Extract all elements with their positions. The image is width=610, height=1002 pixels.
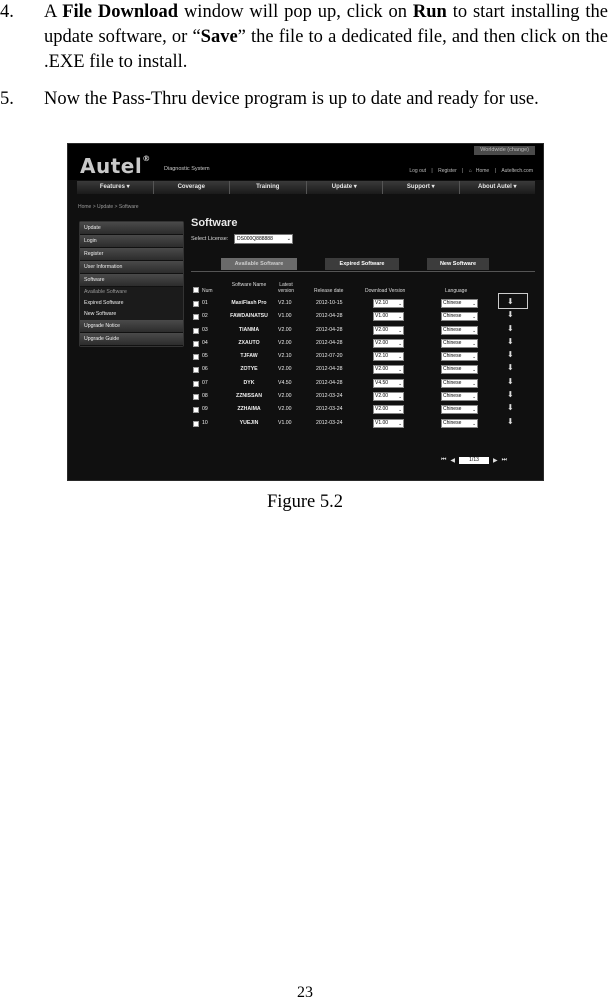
col-release-date: Release date [314, 288, 344, 294]
row-checkbox[interactable] [193, 328, 199, 334]
register-link[interactable]: Register [438, 168, 457, 174]
sidebar [79, 221, 184, 347]
download-icon[interactable]: ⬇ [507, 297, 514, 306]
download-icon[interactable]: ⬇ [507, 336, 514, 346]
nav-training[interactable]: Training [230, 181, 307, 194]
tab-bar [191, 258, 535, 272]
pagination [441, 455, 507, 465]
table-row: 08 ZZNISSAN V2.00 2012-03-24 V2.00 ⌄ Chinese ⌄ ⬇ [191, 390, 535, 403]
table-row: 05 TJFAW V2.10 2012-07-20 V2.10 ⌄ Chinese ⌄ ⬇ [191, 350, 535, 363]
table-row: 01 MaxiFlash Pro V2.10 2012-10-15 V2.10 ⌄ Chinese ⌄ ⬇ [191, 297, 535, 310]
autel-logo: Autel® [80, 154, 151, 178]
row-checkbox[interactable] [193, 394, 199, 400]
prev-page-icon[interactable]: ◀ [450, 457, 456, 464]
home-link[interactable]: Home [475, 168, 490, 174]
language-select[interactable]: Chinese ⌄ [443, 313, 476, 320]
sidebar-item-available-software[interactable]: Available Software [80, 287, 183, 298]
language-select[interactable]: Chinese ⌄ [443, 353, 476, 360]
download-version-select[interactable]: V2.00 ⌄ [375, 366, 402, 373]
select-all-checkbox[interactable] [193, 287, 199, 293]
tab-new-software[interactable]: New Software [427, 258, 489, 270]
language-select[interactable]: Chinese ⌄ [443, 419, 476, 426]
col-software-name: Software Name [231, 282, 267, 288]
download-version-select[interactable]: V1.00 ⌄ [375, 313, 402, 320]
download-icon[interactable]: ⬇ [507, 323, 514, 333]
language-select[interactable]: Chinese ⌄ [443, 326, 476, 333]
col-language: Language [445, 288, 468, 294]
main-nav [77, 181, 535, 194]
language-select[interactable]: Chinese ⌄ [443, 406, 476, 413]
sidebar-item-expired-software[interactable]: Expired Software [80, 298, 183, 309]
nav-coverage[interactable]: Coverage [154, 181, 231, 194]
row-checkbox[interactable] [193, 381, 199, 387]
step-5-number: 5. [0, 89, 14, 109]
row-checkbox[interactable] [193, 367, 199, 373]
language-select[interactable]: Chinese ⌄ [443, 339, 476, 346]
sidebar-item-update[interactable]: Update [80, 222, 183, 235]
download-version-select[interactable]: V2.00 ⌄ [375, 326, 402, 333]
page-input[interactable]: 1/13 [459, 457, 489, 464]
sidebar-item-software[interactable]: Software [80, 274, 183, 287]
logout-link[interactable]: Log out [409, 168, 427, 174]
region-selector[interactable]: Worldwide (change) [474, 146, 535, 155]
download-icon[interactable]: ⬇ [507, 376, 514, 386]
first-page-icon[interactable]: ⏮ [441, 456, 447, 463]
sidebar-item-user-information[interactable]: User Information [80, 261, 183, 274]
step-5-text: Now the Pass-Thru device program is up to date and ready for use. [44, 89, 539, 109]
tab-expired-software[interactable]: Expired Software [325, 258, 399, 270]
language-select[interactable]: Chinese ⌄ [443, 379, 476, 386]
download-version-select[interactable]: V2.10 ⌄ [375, 353, 402, 360]
download-icon[interactable]: ⬇ [507, 390, 514, 400]
table-row: 06 ZOTYE V2.00 2012-04-28 V2.00 ⌄ Chinese ⌄ ⬇ [191, 363, 535, 376]
breadcrumb: Home > Update > Software [78, 204, 139, 210]
nav-update[interactable]: Update ▾ [307, 181, 384, 194]
step-4-number: 4. [0, 2, 14, 22]
row-checkbox[interactable] [193, 301, 199, 307]
nav-about[interactable]: About Autel ▾ [460, 181, 536, 194]
step-4-text: A File Download window will pop up, click on Run to start installing the update software, or “Save” the file to a dedicated file, and then click on the .EXE file to install. [44, 2, 609, 72]
table-row: 07 DYK V4.50 2012-04-28 V4.50 ⌄ Chinese ⌄ ⬇ [191, 377, 535, 390]
table-row: 03 TIANMA V2.00 2012-04-28 V2.00 ⌄ Chinese ⌄ ⬇ [191, 324, 535, 337]
page-title: Software [191, 217, 238, 229]
sidebar-item-login[interactable]: Login [80, 235, 183, 248]
sidebar-item-upgrade-notice[interactable]: Upgrade Notice [80, 320, 183, 333]
sidebar-item-upgrade-guide[interactable]: Upgrade Guide [80, 333, 183, 346]
table-row: 09 ZZHAIMA V2.00 2012-03-24 V2.00 ⌄ Chinese ⌄ ⬇ [191, 403, 535, 416]
download-version-select[interactable]: V4.50 ⌄ [375, 379, 402, 386]
figure-caption: Figure 5.2 [266, 492, 344, 512]
page-number: 23 [297, 984, 313, 1001]
tab-available-software[interactable]: Available Software [221, 258, 297, 270]
auteltech-link[interactable]: Auteltech.com [501, 168, 533, 174]
software-update-screenshot [67, 143, 544, 481]
download-icon[interactable]: ⬇ [507, 403, 514, 413]
download-version-select[interactable]: V2.00 ⌄ [375, 406, 402, 413]
download-icon[interactable]: ⬇ [507, 363, 514, 373]
row-checkbox[interactable] [193, 421, 199, 427]
download-highlight-box [498, 293, 528, 309]
download-version-select[interactable]: V1.00 ⌄ [375, 419, 402, 426]
top-links: Log out | Register | ⌂ Home | Auteltech.com [409, 168, 533, 174]
row-checkbox[interactable] [193, 314, 199, 320]
row-checkbox[interactable] [193, 341, 199, 347]
download-version-select[interactable]: V2.00 ⌄ [375, 393, 402, 400]
table-row: 10 YUEJIN V1.00 2012-03-24 V1.00 ⌄ Chinese ⌄ ⬇ [191, 417, 535, 430]
row-checkbox[interactable] [193, 407, 199, 413]
col-num: Num [202, 288, 213, 294]
home-icon: ⌂ [468, 168, 472, 174]
language-select[interactable]: Chinese ⌄ [443, 393, 476, 400]
table-row: 02 FAWDAINATSU V1.00 2012-04-28 V1.00 ⌄ Chinese ⌄ ⬇ [191, 310, 535, 323]
software-table [191, 297, 535, 430]
logo-subtitle: Diagnostic System [164, 166, 210, 172]
download-version-select[interactable]: V2.00 ⌄ [375, 339, 402, 346]
language-select[interactable]: Chinese ⌄ [443, 366, 476, 373]
table-row: 04 ZXAUTO V2.00 2012-04-28 V2.00 ⌄ Chinese ⌄ ⬇ [191, 337, 535, 350]
license-label: Select License: [191, 236, 229, 242]
row-checkbox[interactable] [193, 354, 199, 360]
download-icon[interactable]: ⬇ [507, 310, 514, 320]
table-header [191, 283, 535, 297]
next-page-icon[interactable]: ▶ [493, 457, 498, 464]
col-latest-version: Latest version [277, 282, 295, 294]
col-download-version: Download Version [365, 288, 406, 294]
language-select[interactable]: Chinese ⌄ [443, 300, 476, 306]
chevron-down-icon: ⌄ [286, 236, 291, 242]
sidebar-item-register[interactable]: Register [80, 248, 183, 261]
download-icon[interactable]: ⬇ [507, 416, 514, 426]
license-select[interactable]: DS000Q888888 ⌄ [234, 234, 293, 244]
sidebar-item-new-software[interactable]: New Software [80, 309, 183, 320]
last-page-icon[interactable]: ⏭ [501, 456, 508, 463]
nav-features[interactable]: Features ▾ [77, 181, 154, 194]
nav-support[interactable]: Support ▾ [383, 181, 460, 194]
download-version-select[interactable]: V2.10 ⌄ [375, 300, 402, 306]
download-icon[interactable]: ⬇ [507, 350, 514, 360]
